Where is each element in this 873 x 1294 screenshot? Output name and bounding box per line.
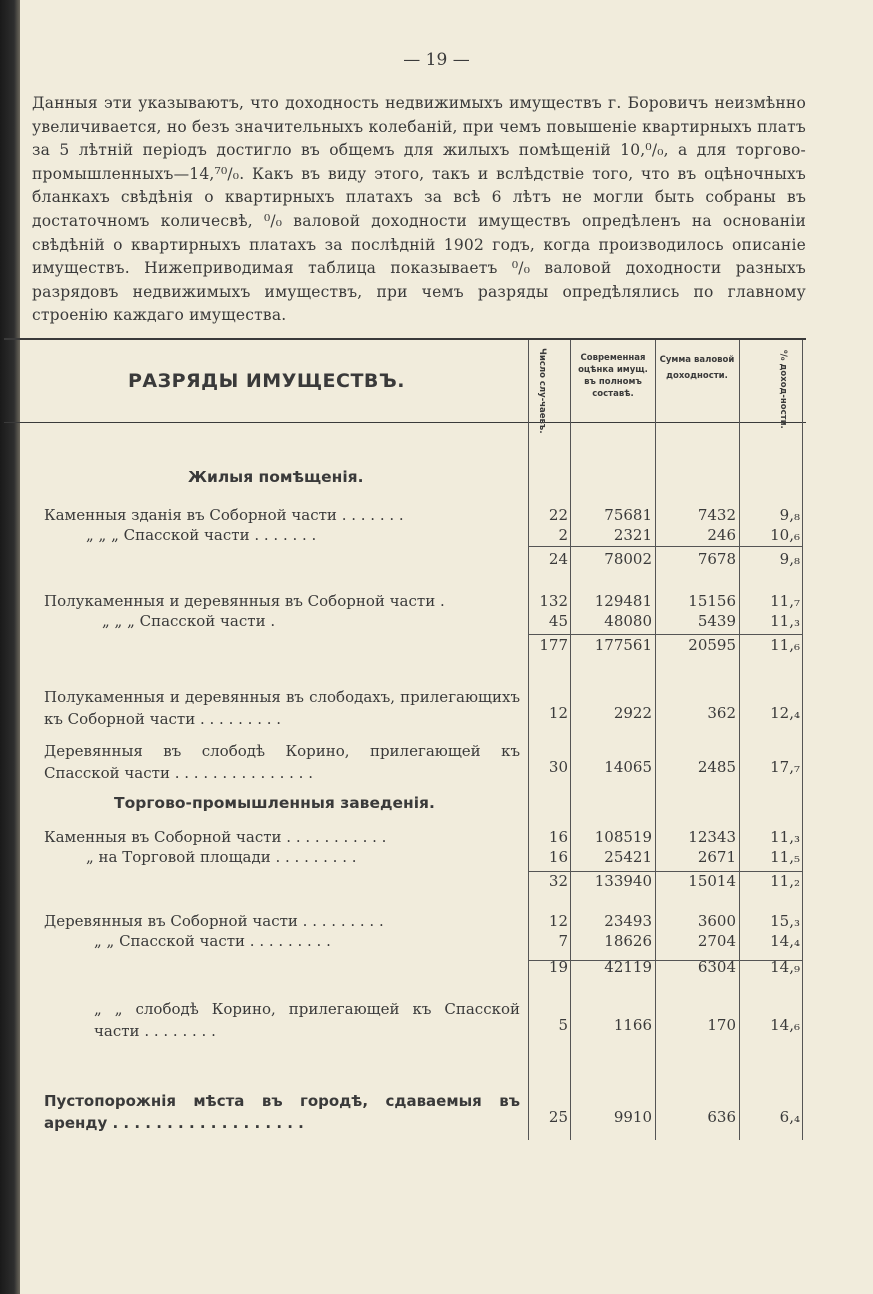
cell-percent: 11,₇ [770, 592, 800, 610]
cell-value: 75681 [604, 506, 652, 524]
cell-sum: 20595 [688, 636, 736, 654]
cell-percent: 11,₂ [770, 872, 800, 890]
table-row [0, 932, 806, 954]
cell-value: 1166 [613, 1016, 652, 1034]
cell-sum: 12343 [688, 828, 736, 846]
cell-percent: 14,₉ [770, 958, 800, 976]
row-label: „ „ слободѣ Корино, прилегающей къ Спасской части . . . . . . . . [94, 1000, 520, 1040]
table-row [0, 828, 806, 850]
cell-sum: 3600 [697, 912, 736, 930]
cell-percent: 9,₈ [779, 506, 800, 524]
cell-value: 78002 [604, 550, 652, 568]
cell-count: 12 [548, 704, 568, 722]
table-row [0, 958, 806, 980]
table-row [0, 636, 806, 658]
table-row [0, 686, 806, 728]
cell-value: 9910 [613, 1108, 652, 1126]
row-label: Каменныя въ Соборной части . . . . . . . . . . . [44, 828, 387, 846]
table-row [0, 872, 806, 894]
cell-value: 133940 [594, 872, 652, 890]
cell-sum: 2671 [697, 848, 736, 866]
cell-value: 42119 [604, 958, 652, 976]
cell-value: 25421 [604, 848, 652, 866]
cell-value: 23493 [604, 912, 652, 930]
cell-value: 129481 [594, 592, 652, 610]
cell-sum: 2704 [697, 932, 736, 950]
table-header-rule [4, 422, 806, 423]
cell-sum: 15014 [688, 872, 736, 890]
cell-percent: 11,₃ [770, 612, 800, 630]
table-row [0, 912, 806, 934]
header-value: Современная оцѣнка имущ. въ полномъ составѣ. [578, 353, 648, 399]
cell-sum: 7678 [697, 550, 736, 568]
row-label: „ на Торговой площади . . . . . . . . . [86, 848, 357, 866]
cell-percent: 17,₇ [770, 758, 800, 776]
table-row [0, 740, 806, 782]
section-housing: Жилыя помѣщенія. [188, 468, 364, 486]
table-row [0, 550, 806, 572]
cell-sum: 246 [707, 526, 736, 544]
subtotal-rule [528, 634, 803, 635]
cell-count: 22 [548, 506, 568, 524]
page-number: — 19 — [403, 50, 470, 70]
header-categories: РАЗРЯДЫ ИМУЩЕСТВЪ. [128, 370, 405, 392]
table-row [0, 592, 806, 614]
cell-value: 18626 [604, 932, 652, 950]
table-row [0, 998, 806, 1040]
row-label: Пустопорожнія мѣста въ городѣ, сдаваемыя въ аренду . . . . . . . . . . . . . . . . . . [44, 1092, 520, 1132]
cell-count: 12 [548, 912, 568, 930]
cell-count: 132 [539, 592, 568, 610]
table-row [0, 506, 806, 528]
cell-percent: 14,₆ [770, 1016, 800, 1034]
cell-sum: 7432 [697, 506, 736, 524]
header-sum: Сумма валовой доходности. [659, 355, 735, 381]
row-label: Полукаменныя и деревянныя въ слободахъ, прилегающихъ къ Соборной части . . . . . . . . . [44, 688, 520, 728]
cell-count: 45 [548, 612, 568, 630]
cell-count: 16 [548, 828, 568, 846]
cell-percent: 15,₃ [770, 912, 800, 930]
cell-sum: 6304 [697, 958, 736, 976]
cell-percent: 11,₃ [770, 828, 800, 846]
table-top-rule [4, 338, 806, 340]
cell-value: 48080 [604, 612, 652, 630]
table-row [0, 612, 806, 634]
cell-value: 2321 [613, 526, 652, 544]
cell-percent: 9,₈ [779, 550, 800, 568]
cell-sum: 5439 [697, 612, 736, 630]
row-label: „ „ „ Спасской части . . . . . . . [86, 526, 317, 544]
cell-value: 108519 [594, 828, 652, 846]
row-label: „ „ „ Спасской части . [102, 612, 276, 630]
table-row [0, 848, 806, 870]
row-label: „ „ Спасской части . . . . . . . . . [94, 932, 331, 950]
income-table [0, 338, 806, 1150]
cell-value: 2922 [613, 704, 652, 722]
row-label: Каменныя зданія въ Соборной части . . . . . . . [44, 506, 404, 524]
header-percent: ⁰/₀ доход-ности. [778, 350, 788, 429]
cell-count: 7 [558, 932, 568, 950]
header-count: Число слу-чаевъ. [537, 348, 547, 434]
intro-text: Данныя эти указываютъ, что доходность недвижимыхъ имуществъ г. Боровичъ неизмѣнно увеличивается, но безъ значительныхъ колебаній, при чемъ повышеніе квартирныхъ платъ за 5 лѣтній періодъ достигло въ общемъ для жилыхъ помѣщеній 10,⁰/₀, а для торгово-промышленныхъ—14,⁷⁰/₀. Какъ въ виду этого, такъ и вслѣдствіе того, что въ оцѣночныхъ бланкахъ свѣдѣнія о квартирныхъ платахъ за всѣ 6 лѣтъ не могли быть собраны въ достаточномъ количесвѣ, ⁰/₀ валовой доходности имуществъ опредѣленъ на основаніи свѣдѣній о квартирныхъ платахъ за послѣдній 1902 годъ, когда производилось описаніе имуществъ. Нижеприводимая таблица показываетъ ⁰/₀ валовой доходности разныхъ разрядовъ недвижимыхъ имуществъ, при чемъ разряды опредѣлялись по главному строенію каждаго имущества. [32, 94, 806, 325]
cell-count: 16 [548, 848, 568, 866]
cell-count: 32 [548, 872, 568, 890]
row-label: Полукаменныя и деревянныя въ Соборной части . [44, 592, 445, 610]
cell-percent: 6,₄ [779, 1108, 800, 1126]
cell-percent: 12,₄ [770, 704, 800, 722]
cell-value: 14065 [604, 758, 652, 776]
cell-sum: 636 [707, 1108, 736, 1126]
cell-percent: 11,₆ [770, 636, 800, 654]
cell-sum: 170 [707, 1016, 736, 1034]
section-trade: Торгово-промышленныя заведенія. [114, 794, 435, 812]
cell-sum: 2485 [697, 758, 736, 776]
intro-paragraph [32, 92, 806, 328]
table-row [0, 526, 806, 548]
cell-count: 19 [548, 958, 568, 976]
cell-value: 177561 [594, 636, 652, 654]
cell-percent: 14,₄ [770, 932, 800, 950]
cell-sum: 362 [707, 704, 736, 722]
row-label: Деревянныя въ слободѣ Корино, прилегающей къ Спасской части . . . . . . . . . . . . . . . [44, 742, 520, 782]
cell-count: 2 [558, 526, 568, 544]
cell-count: 24 [548, 550, 568, 568]
cell-count: 25 [548, 1108, 568, 1126]
table-row [0, 1090, 806, 1132]
cell-percent: 10,₆ [770, 526, 800, 544]
cell-count: 177 [539, 636, 568, 654]
cell-percent: 11,₅ [770, 848, 800, 866]
cell-sum: 15156 [688, 592, 736, 610]
cell-count: 5 [558, 1016, 568, 1034]
row-label: Деревянныя въ Соборной части . . . . . . . . . [44, 912, 384, 930]
cell-count: 30 [548, 758, 568, 776]
